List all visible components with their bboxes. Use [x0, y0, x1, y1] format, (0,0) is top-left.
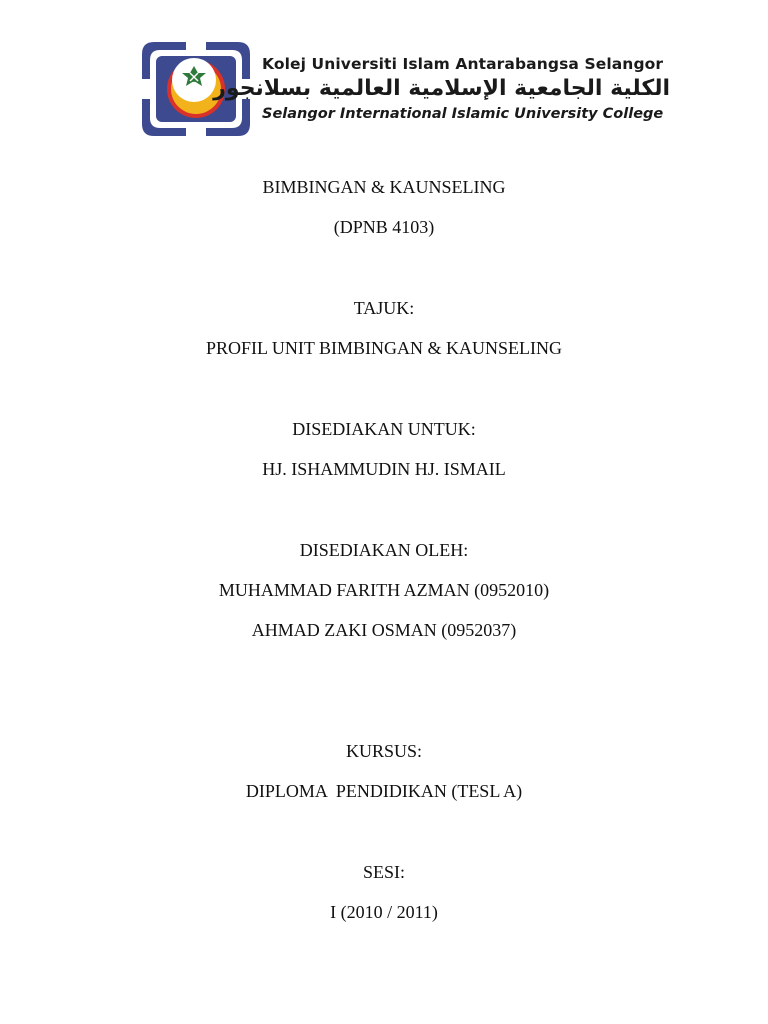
session-label: SESI: [362, 862, 405, 882]
institution-name-english: Selangor International Islamic University College [262, 106, 664, 122]
prepared-by-label: DISEDIAKAN OLEH: [299, 540, 469, 560]
subject-code: (DPNB 4103) [333, 217, 435, 237]
institution-header [140, 40, 680, 140]
course-name: DIPLOMA PENDIDIKAN (TESL A) [245, 781, 523, 801]
author-name: AHMAD ZAKI OSMAN (0952037) [251, 620, 517, 640]
institution-name-arabic: الكلية الجامعية الإسلامية العالمية بسلانجور [213, 76, 670, 101]
prepared-for-label: DISEDIAKAN UNTUK: [292, 419, 476, 439]
topic-label: TAJUK: [353, 298, 415, 318]
author-name: MUHAMMAD FARITH AZMAN (0952010) [218, 580, 550, 600]
topic-text: PROFIL UNIT BIMBINGAN & KAUNSELING [205, 338, 562, 358]
course-label: KURSUS: [345, 741, 423, 761]
prepared-for-name: HJ. ISHAMMUDIN HJ. ISMAIL [262, 459, 506, 479]
session-value: I (2010 / 2011) [330, 902, 438, 922]
subject-title: BIMBINGAN & KAUNSELING [262, 177, 506, 197]
institution-names [213, 54, 682, 124]
institution-name-malay: Kolej Universiti Islam Antarabangsa Selangor [262, 55, 664, 73]
